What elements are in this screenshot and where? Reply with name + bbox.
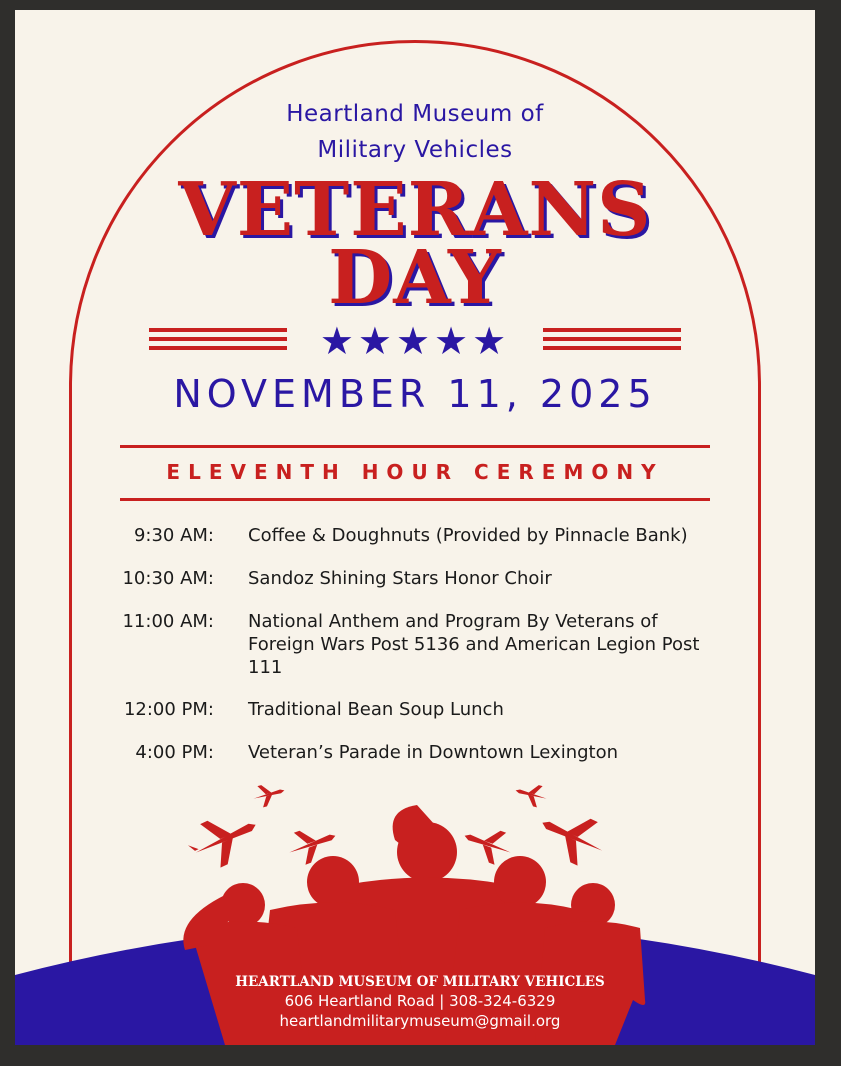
schedule-time: 10:30 AM: (122, 568, 214, 589)
footer-address-phone[interactable]: 606 Heartland Road | 308-324-6329 (284, 992, 556, 1010)
schedule-event: Coffee & Doughnuts (Provided by Pinnacle Bank) (248, 525, 688, 546)
footer-museum-name: HEARTLAND MUSEUM OF MILITARY VEHICLES (235, 974, 605, 990)
schedule-time: 4:00 PM: (135, 742, 214, 763)
flyer (15, 10, 815, 1045)
event-date: NOVEMBER 11, 2025 (173, 372, 657, 416)
stars-icon: ★★★★★ (319, 319, 511, 363)
museum-name-line1: Heartland Museum of (286, 101, 544, 127)
schedule-time: 11:00 AM: (122, 611, 214, 632)
museum-name-line2: Military Vehicles (317, 137, 513, 163)
schedule-event: Sandoz Shining Stars Honor Choir (248, 568, 552, 589)
title-veterans: VETERANS (178, 167, 652, 253)
title-day: DAY (328, 235, 502, 321)
schedule-event: Veteran’s Parade in Downtown Lexington (248, 742, 619, 763)
schedule-event: Traditional Bean Soup Lunch (248, 699, 504, 720)
salute-illustration (15, 10, 815, 1045)
schedule-time: 12:00 PM: (123, 699, 214, 720)
footer-email[interactable]: heartlandmilitarymuseum@gmail.org (279, 1012, 561, 1030)
ceremony-title: ELEVENTH HOUR CEREMONY (166, 460, 664, 484)
schedule-time: 9:30 AM: (133, 525, 214, 546)
schedule-event: National Anthem and Program By Veterans of Foreign Wars Post 5136 and American Legion Post 111 (248, 611, 700, 678)
